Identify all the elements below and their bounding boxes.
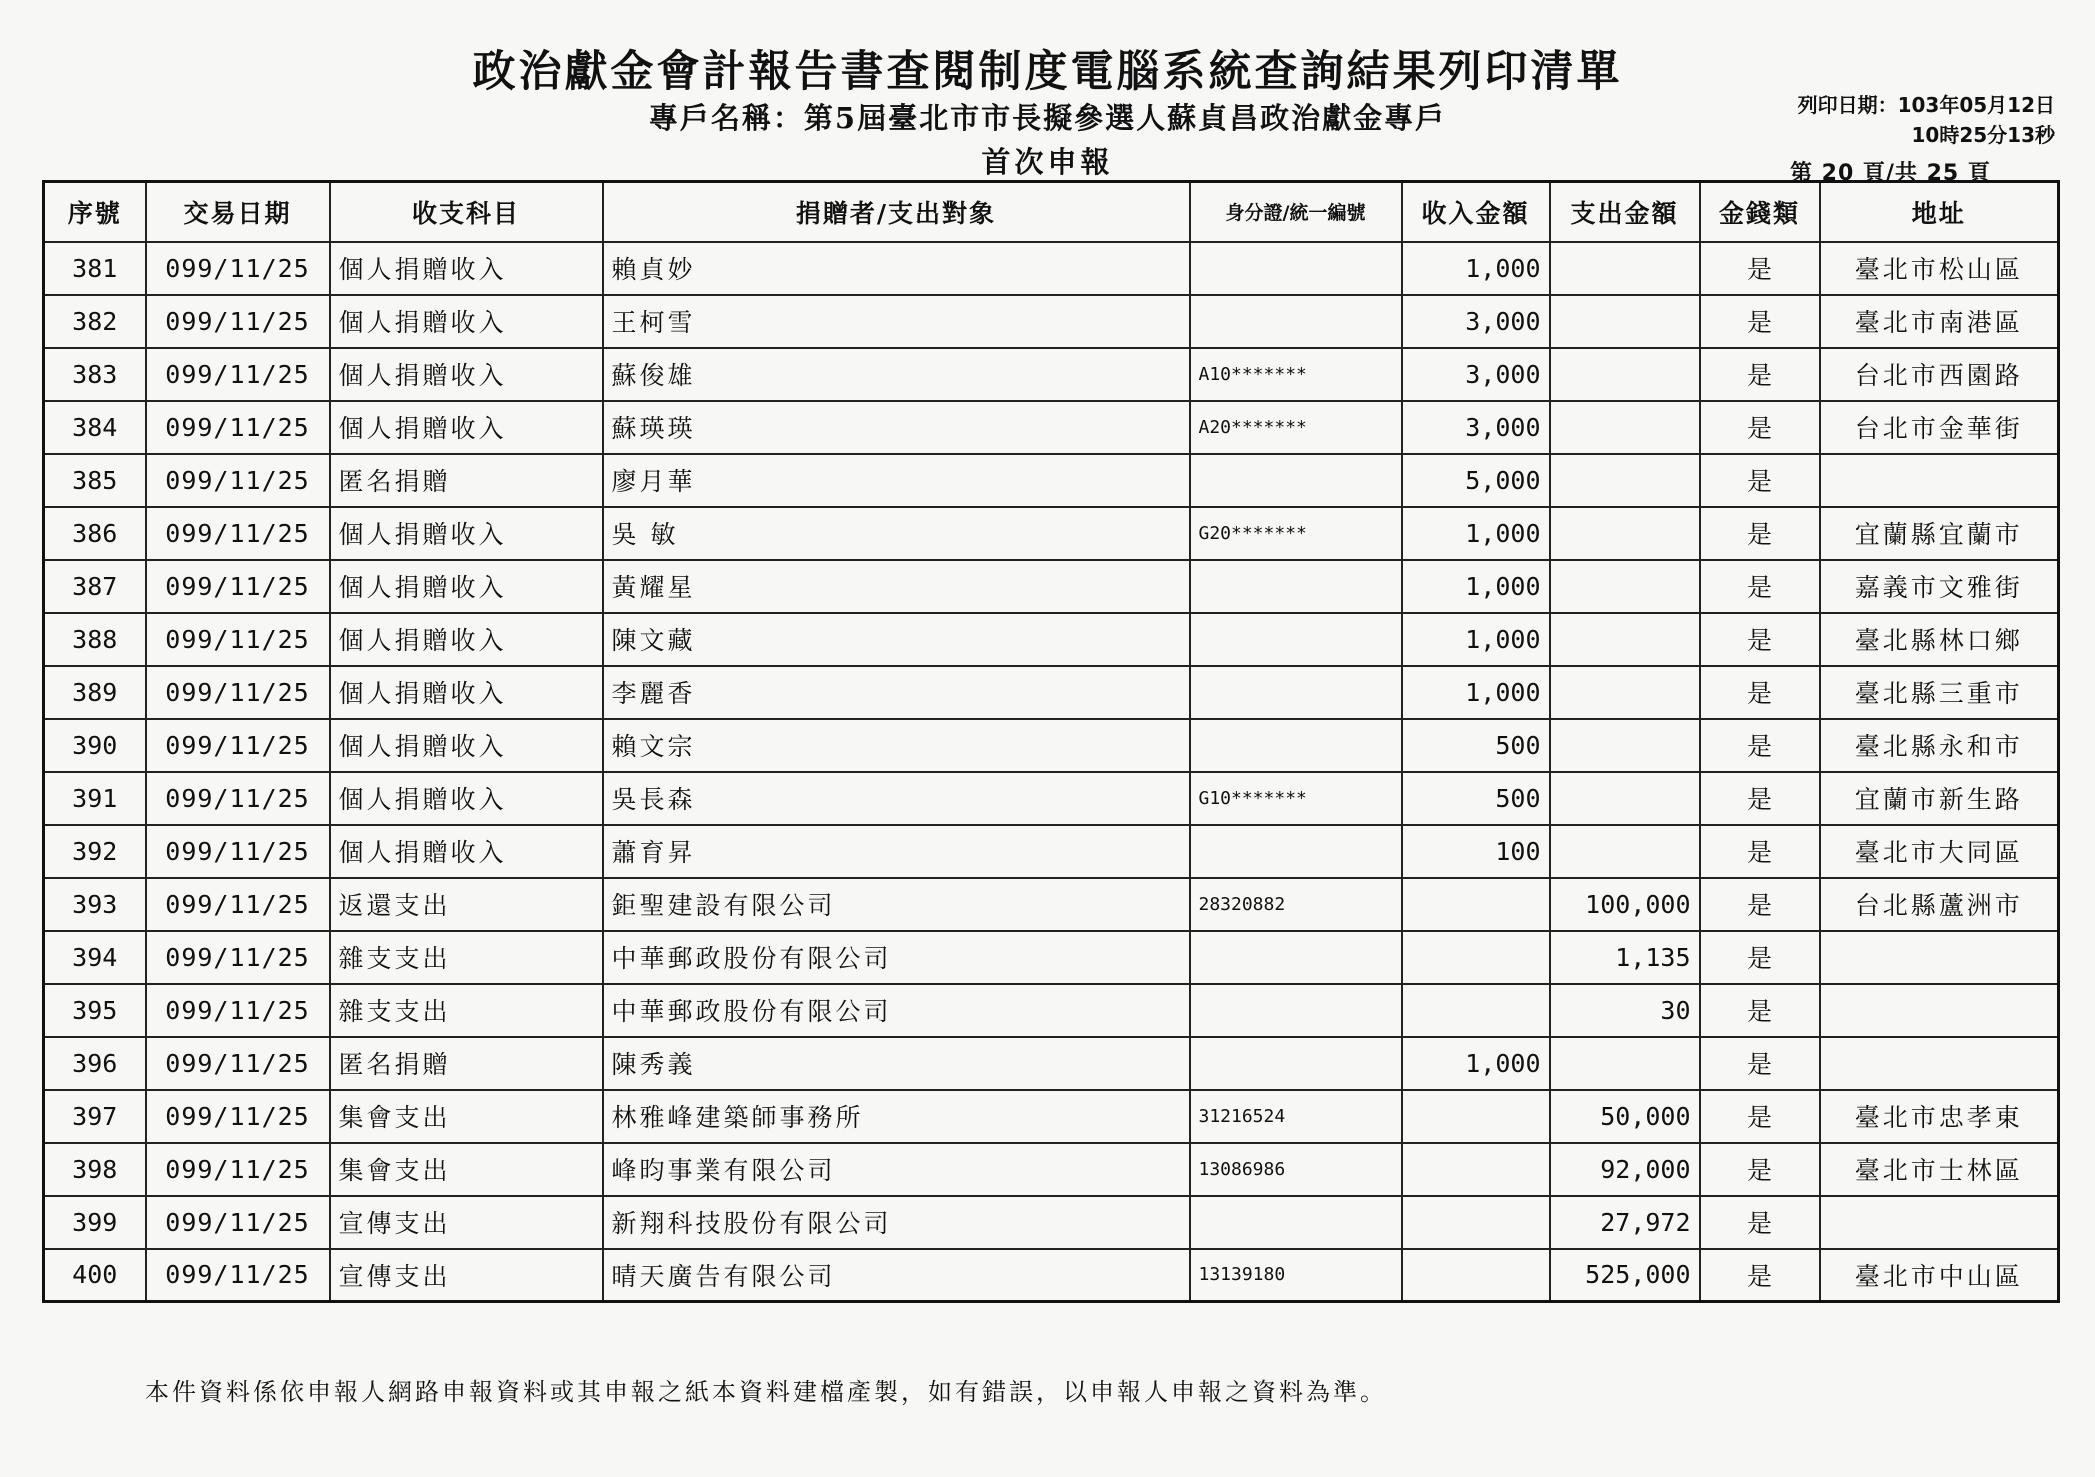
cell-income — [1402, 878, 1550, 931]
cell-party: 李麗香 — [603, 666, 1190, 719]
table-row — [44, 1143, 2059, 1196]
cell-category: 集會支出 — [330, 1143, 603, 1196]
cell-category: 個人捐贈收入 — [330, 295, 603, 348]
cell-id — [1190, 719, 1402, 772]
cell-category: 個人捐贈收入 — [330, 507, 603, 560]
cell-money: 是 — [1700, 1196, 1820, 1249]
cell-income: 3,000 — [1402, 348, 1550, 401]
cell-money: 是 — [1700, 295, 1820, 348]
cell-seq: 385 — [44, 454, 146, 507]
cell-id: G20******* — [1190, 507, 1402, 560]
col-header-expense: 支出金額 — [1550, 182, 1700, 242]
table-row — [44, 242, 2059, 295]
cell-category: 宣傳支出 — [330, 1196, 603, 1249]
print-datetime — [1798, 90, 2055, 150]
cell-expense — [1550, 242, 1700, 295]
cell-expense — [1550, 666, 1700, 719]
cell-date: 099/11/25 — [146, 295, 330, 348]
table-row — [44, 1196, 2059, 1249]
cell-expense — [1550, 772, 1700, 825]
cell-id — [1190, 242, 1402, 295]
cell-seq: 382 — [44, 295, 146, 348]
cell-date: 099/11/25 — [146, 1090, 330, 1143]
table-row — [44, 1090, 2059, 1143]
cell-id — [1190, 295, 1402, 348]
cell-address: 嘉義市文雅街 — [1820, 560, 2059, 613]
cell-category: 個人捐贈收入 — [330, 772, 603, 825]
cell-money: 是 — [1700, 878, 1820, 931]
cell-expense: 30 — [1550, 984, 1700, 1037]
cell-seq: 383 — [44, 348, 146, 401]
cell-money: 是 — [1700, 1090, 1820, 1143]
cell-date: 099/11/25 — [146, 984, 330, 1037]
table-row — [44, 825, 2059, 878]
cell-party: 蕭育昇 — [603, 825, 1190, 878]
cell-date: 099/11/25 — [146, 931, 330, 984]
cell-category: 個人捐贈收入 — [330, 348, 603, 401]
cell-party: 王柯雪 — [603, 295, 1190, 348]
col-header-money: 金錢類 — [1700, 182, 1820, 242]
cell-income: 500 — [1402, 719, 1550, 772]
cell-money: 是 — [1700, 613, 1820, 666]
footnote: 本件資料係依申報人網路申報資料或其申報之紙本資料建檔產製，如有錯誤，以申報人申報之資料為準。 — [145, 1378, 1387, 1406]
cell-category: 集會支出 — [330, 1090, 603, 1143]
cell-date: 099/11/25 — [146, 1249, 330, 1302]
cell-id: 13139180 — [1190, 1249, 1402, 1302]
table-row — [44, 1249, 2059, 1302]
cell-date: 099/11/25 — [146, 666, 330, 719]
cell-seq: 388 — [44, 613, 146, 666]
cell-seq: 396 — [44, 1037, 146, 1090]
cell-address: 宜蘭市新生路 — [1820, 772, 2059, 825]
cell-address — [1820, 1196, 2059, 1249]
cell-party: 蘇瑛瑛 — [603, 401, 1190, 454]
cell-income: 1,000 — [1402, 613, 1550, 666]
cell-party: 吳長森 — [603, 772, 1190, 825]
cell-address: 宜蘭縣宜蘭市 — [1820, 507, 2059, 560]
cell-expense — [1550, 401, 1700, 454]
cell-party: 林雅峰建築師事務所 — [603, 1090, 1190, 1143]
cell-expense: 1,135 — [1550, 931, 1700, 984]
table-row — [44, 719, 2059, 772]
col-header-date: 交易日期 — [146, 182, 330, 242]
cell-date: 099/11/25 — [146, 613, 330, 666]
cell-id: G10******* — [1190, 772, 1402, 825]
cell-money: 是 — [1700, 454, 1820, 507]
cell-date: 099/11/25 — [146, 1037, 330, 1090]
cell-address: 台北市金華街 — [1820, 401, 2059, 454]
cell-category: 個人捐贈收入 — [330, 242, 603, 295]
cell-date: 099/11/25 — [146, 348, 330, 401]
cell-expense — [1550, 560, 1700, 613]
cell-address — [1820, 931, 2059, 984]
cell-address: 臺北縣三重市 — [1820, 666, 2059, 719]
cell-seq: 395 — [44, 984, 146, 1037]
cell-party: 中華郵政股份有限公司 — [603, 984, 1190, 1037]
cell-party: 廖月華 — [603, 454, 1190, 507]
cell-date: 099/11/25 — [146, 719, 330, 772]
table-row — [44, 613, 2059, 666]
cell-category: 個人捐贈收入 — [330, 613, 603, 666]
cell-expense — [1550, 454, 1700, 507]
cell-party: 賴文宗 — [603, 719, 1190, 772]
cell-expense: 525,000 — [1550, 1249, 1700, 1302]
cell-id: 13086986 — [1190, 1143, 1402, 1196]
cell-id — [1190, 1196, 1402, 1249]
table-row — [44, 878, 2059, 931]
cell-date: 099/11/25 — [146, 878, 330, 931]
cell-income — [1402, 1196, 1550, 1249]
header-row — [44, 182, 2059, 242]
cell-seq: 400 — [44, 1249, 146, 1302]
cell-money: 是 — [1700, 1037, 1820, 1090]
cell-income: 3,000 — [1402, 401, 1550, 454]
cell-income — [1402, 931, 1550, 984]
cell-category: 雜支支出 — [330, 984, 603, 1037]
cell-money: 是 — [1700, 242, 1820, 295]
cell-address: 臺北縣永和市 — [1820, 719, 2059, 772]
cell-party: 陳秀義 — [603, 1037, 1190, 1090]
cell-seq: 397 — [44, 1090, 146, 1143]
table-row — [44, 560, 2059, 613]
cell-expense: 92,000 — [1550, 1143, 1700, 1196]
cell-party: 陳文藏 — [603, 613, 1190, 666]
cell-date: 099/11/25 — [146, 1196, 330, 1249]
cell-income — [1402, 984, 1550, 1037]
cell-money: 是 — [1700, 666, 1820, 719]
cell-party: 峰昀事業有限公司 — [603, 1143, 1190, 1196]
cell-category: 宣傳支出 — [330, 1249, 603, 1302]
table-row — [44, 454, 2059, 507]
cell-income: 1,000 — [1402, 242, 1550, 295]
cell-income: 3,000 — [1402, 295, 1550, 348]
cell-seq: 389 — [44, 666, 146, 719]
cell-money: 是 — [1700, 719, 1820, 772]
table-row — [44, 666, 2059, 719]
cell-seq: 394 — [44, 931, 146, 984]
cell-category: 個人捐贈收入 — [330, 666, 603, 719]
cell-income — [1402, 1143, 1550, 1196]
table-row — [44, 295, 2059, 348]
cell-income: 1,000 — [1402, 507, 1550, 560]
cell-income: 1,000 — [1402, 560, 1550, 613]
ledger-table — [42, 180, 2060, 1303]
cell-income: 1,000 — [1402, 666, 1550, 719]
cell-expense: 27,972 — [1550, 1196, 1700, 1249]
cell-category: 個人捐贈收入 — [330, 560, 603, 613]
page-info: 第 20 頁/共 25 頁 — [1790, 161, 1991, 186]
cell-category: 返還支出 — [330, 878, 603, 931]
cell-date: 099/11/25 — [146, 507, 330, 560]
cell-date: 099/11/25 — [146, 560, 330, 613]
cell-address: 臺北市松山區 — [1820, 242, 2059, 295]
cell-party: 鉅聖建設有限公司 — [603, 878, 1190, 931]
col-header-party: 捐贈者/支出對象 — [603, 182, 1190, 242]
cell-address — [1820, 984, 2059, 1037]
cell-expense — [1550, 1037, 1700, 1090]
account-name: 專戶名稱：第5屆臺北市市長擬參選人蘇貞昌政治獻金專戶 — [648, 101, 1447, 135]
cell-category: 匿名捐贈 — [330, 454, 603, 507]
cell-id: 31216524 — [1190, 1090, 1402, 1143]
table-row — [44, 348, 2059, 401]
cell-date: 099/11/25 — [146, 1143, 330, 1196]
table-row — [44, 1037, 2059, 1090]
cell-expense — [1550, 825, 1700, 878]
cell-expense — [1550, 613, 1700, 666]
cell-id: A20******* — [1190, 401, 1402, 454]
cell-address — [1820, 1037, 2059, 1090]
cell-seq: 393 — [44, 878, 146, 931]
cell-id — [1190, 666, 1402, 719]
cell-id — [1190, 454, 1402, 507]
cell-address — [1820, 454, 2059, 507]
cell-party: 中華郵政股份有限公司 — [603, 931, 1190, 984]
cell-seq: 390 — [44, 719, 146, 772]
cell-id: 28320882 — [1190, 878, 1402, 931]
cell-address: 台北縣蘆洲市 — [1820, 878, 2059, 931]
cell-money: 是 — [1700, 984, 1820, 1037]
cell-category: 個人捐贈收入 — [330, 719, 603, 772]
cell-date: 099/11/25 — [146, 401, 330, 454]
col-header-category: 收支科目 — [330, 182, 603, 242]
col-header-id: 身分證/統一編號 — [1190, 182, 1402, 242]
cell-seq: 386 — [44, 507, 146, 560]
cell-money: 是 — [1700, 931, 1820, 984]
cell-address: 臺北市士林區 — [1820, 1143, 2059, 1196]
cell-seq: 391 — [44, 772, 146, 825]
cell-seq: 392 — [44, 825, 146, 878]
cell-id — [1190, 1037, 1402, 1090]
cell-category: 雜支支出 — [330, 931, 603, 984]
report-title: 政治獻金會計報告書查閱制度電腦系統查詢結果列印清單 — [472, 47, 1623, 97]
cell-money: 是 — [1700, 825, 1820, 878]
cell-address: 臺北市忠孝東 — [1820, 1090, 2059, 1143]
cell-seq: 384 — [44, 401, 146, 454]
cell-date: 099/11/25 — [146, 772, 330, 825]
cell-expense — [1550, 348, 1700, 401]
cell-money: 是 — [1700, 1143, 1820, 1196]
col-header-address: 地址 — [1820, 182, 2059, 242]
cell-date: 099/11/25 — [146, 454, 330, 507]
cell-money: 是 — [1700, 507, 1820, 560]
cell-category: 匿名捐贈 — [330, 1037, 603, 1090]
cell-seq: 387 — [44, 560, 146, 613]
cell-category: 個人捐贈收入 — [330, 825, 603, 878]
cell-date: 099/11/25 — [146, 825, 330, 878]
cell-income — [1402, 1249, 1550, 1302]
cell-id: A10******* — [1190, 348, 1402, 401]
cell-id — [1190, 560, 1402, 613]
cell-party: 蘇俊雄 — [603, 348, 1190, 401]
cell-address: 台北市西園路 — [1820, 348, 2059, 401]
cell-party: 晴天廣告有限公司 — [603, 1249, 1190, 1302]
print-date: 列印日期：103年05月12日 — [1797, 93, 2055, 117]
cell-address: 臺北市中山區 — [1820, 1249, 2059, 1302]
ledger-body — [44, 242, 2059, 1302]
cell-expense — [1550, 719, 1700, 772]
cell-money: 是 — [1700, 1249, 1820, 1302]
cell-party: 黃耀星 — [603, 560, 1190, 613]
cell-seq: 398 — [44, 1143, 146, 1196]
cell-address: 臺北縣林口鄉 — [1820, 613, 2059, 666]
table-row — [44, 931, 2059, 984]
cell-income — [1402, 1090, 1550, 1143]
col-header-income: 收入金額 — [1402, 182, 1550, 242]
cell-expense — [1550, 295, 1700, 348]
cell-money: 是 — [1700, 401, 1820, 454]
cell-seq: 381 — [44, 242, 146, 295]
cell-income: 5,000 — [1402, 454, 1550, 507]
cell-address: 臺北市南港區 — [1820, 295, 2059, 348]
table-row — [44, 772, 2059, 825]
cell-expense: 100,000 — [1550, 878, 1700, 931]
cell-party: 新翔科技股份有限公司 — [603, 1196, 1190, 1249]
cell-seq: 399 — [44, 1196, 146, 1249]
table-row — [44, 507, 2059, 560]
cell-category: 個人捐贈收入 — [330, 401, 603, 454]
cell-id — [1190, 613, 1402, 666]
cell-income: 100 — [1402, 825, 1550, 878]
table-row — [44, 984, 2059, 1037]
cell-id — [1190, 825, 1402, 878]
cell-id — [1190, 984, 1402, 1037]
cell-income: 1,000 — [1402, 1037, 1550, 1090]
print-time: 10時25分13秒 — [1911, 123, 2055, 147]
cell-expense: 50,000 — [1550, 1090, 1700, 1143]
cell-income: 500 — [1402, 772, 1550, 825]
col-header-seq: 序號 — [44, 182, 146, 242]
table-row — [44, 401, 2059, 454]
cell-money: 是 — [1700, 348, 1820, 401]
cell-id — [1190, 931, 1402, 984]
cell-party: 賴貞妙 — [603, 242, 1190, 295]
cell-party: 吳 敏 — [603, 507, 1190, 560]
cell-money: 是 — [1700, 560, 1820, 613]
cell-expense — [1550, 507, 1700, 560]
cell-money: 是 — [1700, 772, 1820, 825]
cell-date: 099/11/25 — [146, 242, 330, 295]
cell-address: 臺北市大同區 — [1820, 825, 2059, 878]
report-type: 首次申報 — [981, 145, 1114, 179]
